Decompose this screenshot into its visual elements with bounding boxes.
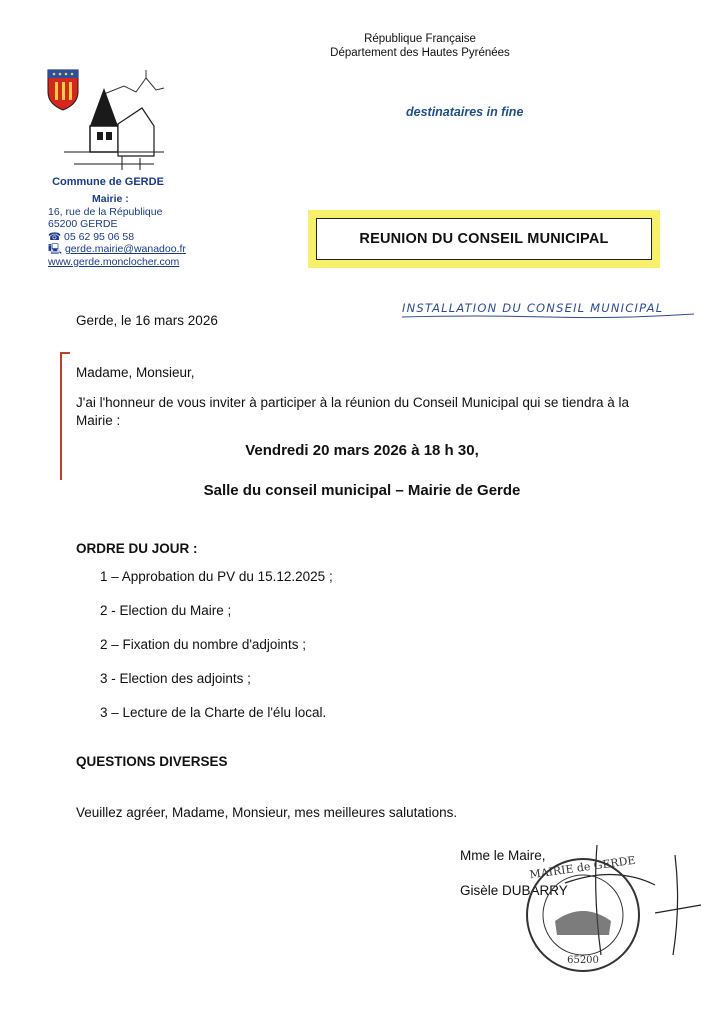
signatory-name: Gisèle DUBARRY [460,883,568,898]
agenda-list [100,568,333,738]
mairie-contact-block [48,193,186,268]
agenda-item: 2 - Election du Maire ; [100,603,232,618]
email-link[interactable]: gerde.mairie@wanadoo.fr [64,243,186,255]
letter-date: Gerde, le 16 mars 2026 [76,313,218,328]
email-line[interactable] [48,243,186,256]
title-banner [308,210,660,268]
phone-number: 05 62 95 06 58 [64,230,135,243]
republic-line: République Française [364,33,476,45]
mairie-label: Mairie : [92,193,129,205]
computer-icon: 🖳 [48,243,63,255]
agenda-item: 3 – Lecture de la Charte de l'élu local. [100,705,327,720]
address-line-2: 65200 GERDE [48,218,118,230]
meeting-location: Salle du conseil municipal – Mairie de Gerde [203,482,521,499]
agenda-title: ORDRE DU JOUR : [76,541,198,556]
margin-mark [60,352,62,480]
handwritten-note: INSTALLATION DU CONSEIL MUNICIPAL [402,301,664,315]
handwritten-annotation [398,296,698,324]
address-line-1: 16, rue de la République [48,205,163,218]
church-village-crest-icon [44,66,168,178]
phone-icon: ☎ [48,230,62,243]
commune-title: Commune de GERDE [52,176,164,188]
phone-line [48,231,186,244]
closing-formula: Veuillez agréer, Madame, Monsieur, mes meilleures salutations. [76,805,458,820]
letterhead-republic [200,32,640,60]
mairie-stamp-icon [505,835,705,985]
svg-text:65200: 65200 [567,955,599,966]
misc-questions-title: QUESTIONS DIVERSES [76,754,228,769]
invitation-text: J'ai l'honneur de vous inviter à participer à la réunion du Conseil Municipal qui se tiendra à la Mairie : [76,395,629,428]
department-line: Département des Hautes Pyrénées [330,47,510,59]
website-link[interactable]: www.gerde.monclocher.com [48,255,180,268]
agenda-item: 2 – Fixation du nombre d'adjoints ; [100,637,306,652]
banner-title: REUNION DU CONSEIL MUNICIPAL [316,218,652,260]
svg-text:MAIRIE de GERDE: MAIRIE de GERDE [528,853,637,882]
agenda-item: 3 - Election des adjoints ; [100,671,251,686]
agenda-item: 1 – Approbation du PV du 15.12.2025 ; [100,569,333,584]
signatory-role: Mme le Maire, [460,848,546,863]
salutation: Madame, Monsieur, [76,365,195,380]
meeting-date-time: Vendredi 20 mars 2026 à 18 h 30, [245,442,479,459]
recipients-note: destinataires in fine [406,105,524,119]
